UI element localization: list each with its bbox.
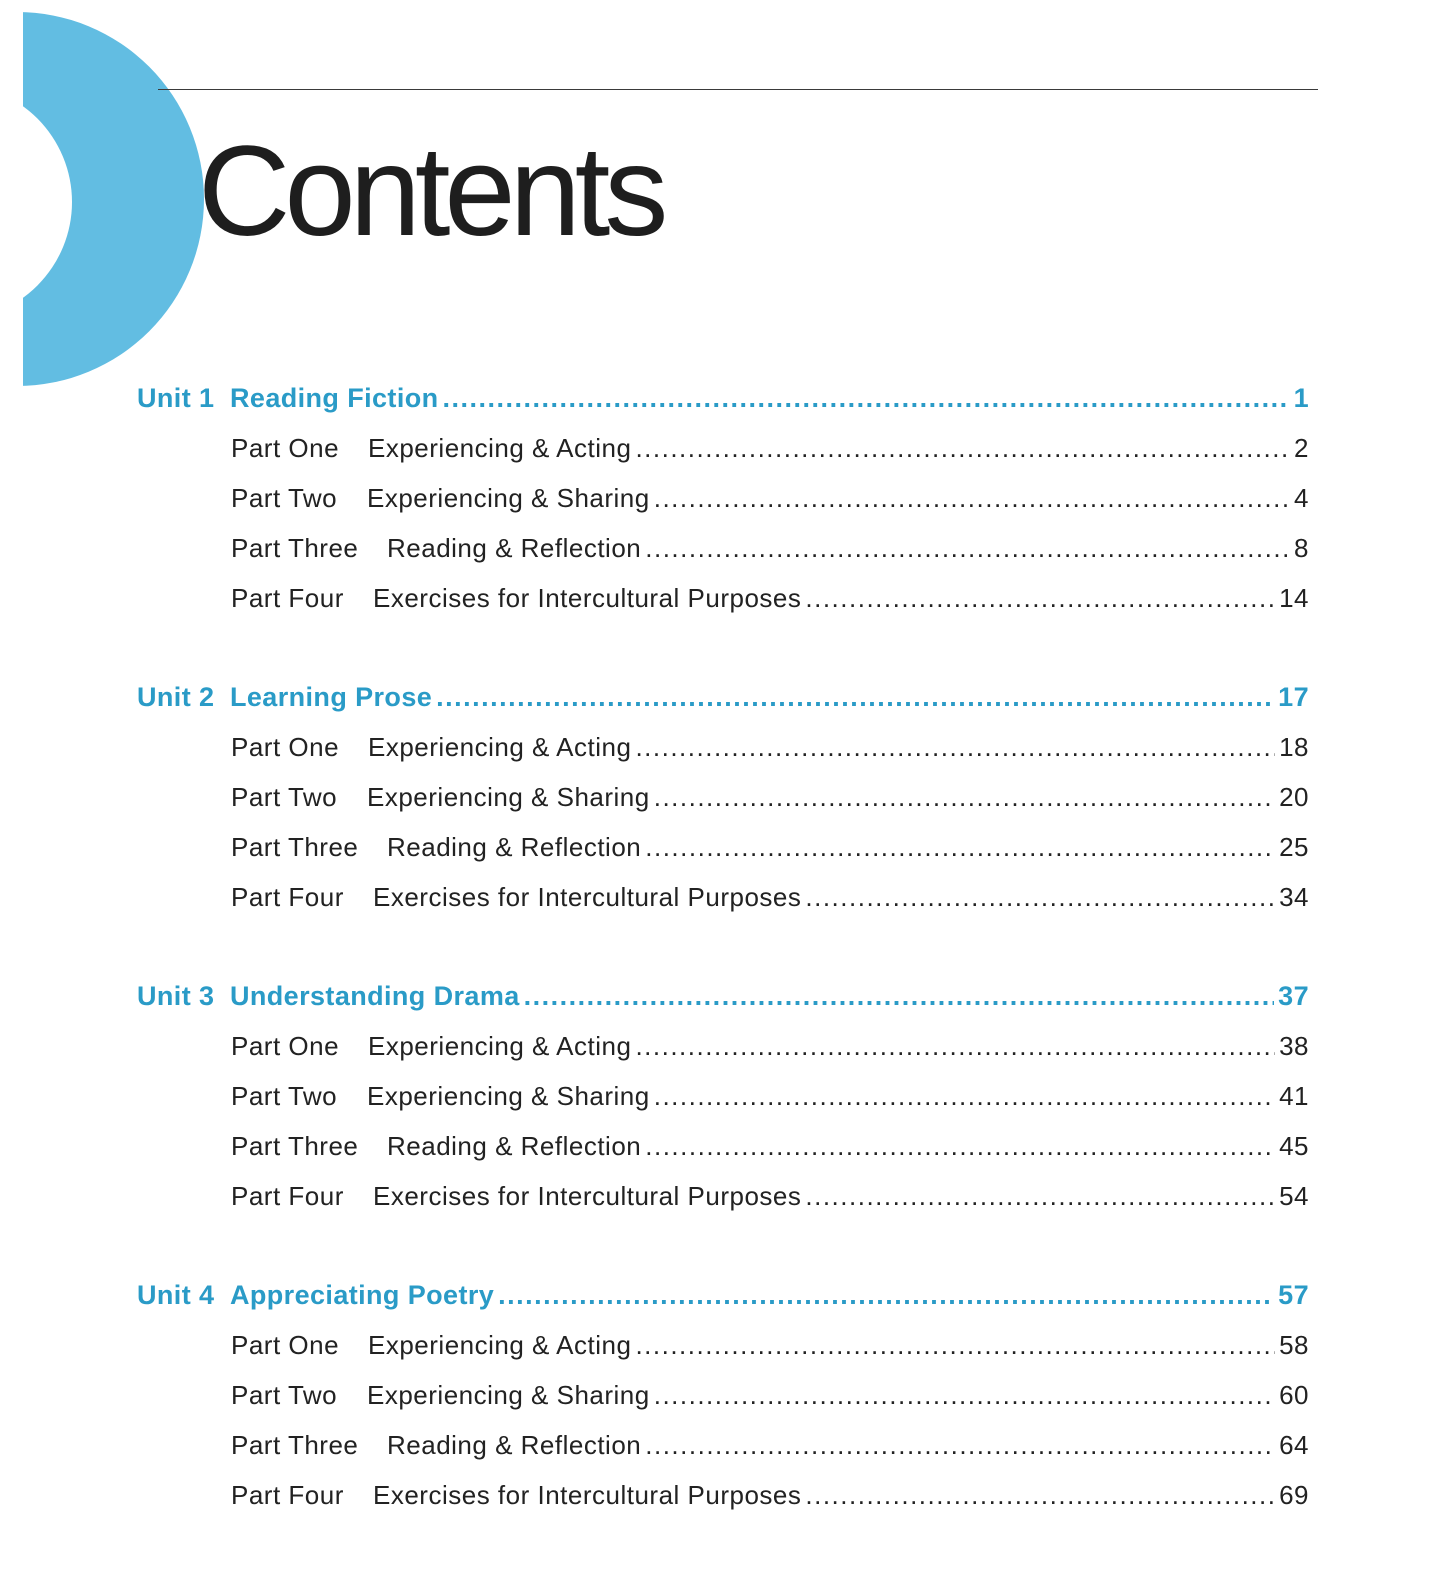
toc-part-entry[interactable] (231, 1430, 1309, 1466)
part-label: Part Four (231, 1181, 344, 1211)
part-page-number: 18 (1279, 732, 1309, 762)
toc-part-entry[interactable] (231, 1181, 1309, 1217)
part-label: Part Four (231, 882, 344, 912)
part-label: Part Three (231, 533, 359, 563)
dot-leader (805, 882, 1275, 913)
part-title: Experiencing & Sharing (367, 782, 650, 812)
part-label: Part Two (231, 1081, 338, 1111)
toc-part-entry[interactable] (231, 583, 1309, 619)
part-page-number: 41 (1279, 1081, 1309, 1111)
part-page-number: 25 (1279, 832, 1309, 862)
dot-leader (498, 1280, 1274, 1311)
part-page-number: 4 (1294, 483, 1309, 513)
dot-leader (654, 1380, 1275, 1411)
toc-part-entry[interactable] (231, 483, 1309, 519)
unit-title: Appreciating Poetry (230, 1280, 495, 1310)
toc-part-entry[interactable] (231, 832, 1309, 868)
part-title: Exercises for Intercultural Purposes (373, 1181, 802, 1211)
toc-part-entry[interactable] (231, 433, 1309, 469)
part-page-number: 60 (1279, 1380, 1309, 1410)
part-title: Reading & Reflection (387, 533, 642, 563)
part-title: Reading & Reflection (387, 1430, 642, 1460)
toc-part-entry[interactable] (231, 732, 1309, 768)
dot-leader (805, 583, 1275, 614)
dot-leader (654, 483, 1290, 514)
part-label: Part One (231, 433, 340, 463)
toc-unit-entry[interactable] (137, 682, 1309, 718)
part-label: Part One (231, 732, 340, 762)
unit-number: Unit 2 (137, 682, 215, 712)
part-page-number: 58 (1279, 1330, 1309, 1360)
unit-title: Understanding Drama (230, 981, 520, 1011)
dot-leader (436, 682, 1274, 713)
unit-title: Learning Prose (230, 682, 433, 712)
part-page-number: 38 (1279, 1031, 1309, 1061)
header-rule (158, 89, 1318, 90)
part-title: Exercises for Intercultural Purposes (373, 1480, 802, 1510)
part-page-number: 8 (1294, 533, 1309, 563)
dot-leader (805, 1480, 1275, 1511)
toc-unit-entry[interactable] (137, 981, 1309, 1017)
decorative-arc (0, 12, 204, 386)
part-title: Exercises for Intercultural Purposes (373, 583, 802, 613)
unit-title: Reading Fiction (230, 383, 439, 413)
unit-page-number: 57 (1278, 1280, 1309, 1310)
part-page-number: 64 (1279, 1430, 1309, 1460)
part-title: Experiencing & Sharing (367, 1380, 650, 1410)
toc-part-entry[interactable] (231, 1330, 1309, 1366)
dot-leader (645, 533, 1290, 564)
part-title: Experiencing & Acting (368, 1330, 632, 1360)
dot-leader (654, 782, 1275, 813)
dot-leader (635, 732, 1275, 763)
page-left-edge (0, 0, 23, 400)
part-page-number: 34 (1279, 882, 1309, 912)
dot-leader (654, 1081, 1275, 1112)
part-label: Part Two (231, 1380, 338, 1410)
part-label: Part Two (231, 782, 338, 812)
part-page-number: 54 (1279, 1181, 1309, 1211)
dot-leader (524, 981, 1275, 1012)
part-label: Part Three (231, 832, 359, 862)
unit-number: Unit 3 (137, 981, 215, 1011)
part-label: Part Four (231, 583, 344, 613)
dot-leader (635, 1031, 1275, 1062)
part-page-number: 2 (1294, 433, 1309, 463)
dot-leader (645, 1131, 1275, 1162)
unit-page-number: 37 (1278, 981, 1309, 1011)
part-label: Part Two (231, 483, 338, 513)
toc-part-entry[interactable] (231, 533, 1309, 569)
unit-page-number: 17 (1278, 682, 1309, 712)
dot-leader (635, 433, 1290, 464)
part-page-number: 14 (1279, 583, 1309, 613)
part-page-number: 69 (1279, 1480, 1309, 1510)
dot-leader (805, 1181, 1275, 1212)
toc-part-entry[interactable] (231, 1131, 1309, 1167)
toc-part-entry[interactable] (231, 1081, 1309, 1117)
toc-part-entry[interactable] (231, 1480, 1309, 1516)
dot-leader (645, 1430, 1275, 1461)
toc-part-entry[interactable] (231, 1031, 1309, 1067)
part-title: Experiencing & Acting (368, 433, 632, 463)
part-title: Experiencing & Acting (368, 732, 632, 762)
page-title: Contents (198, 120, 663, 263)
dot-leader (635, 1330, 1275, 1361)
unit-number: Unit 1 (137, 383, 215, 413)
part-title: Experiencing & Acting (368, 1031, 632, 1061)
unit-number: Unit 4 (137, 1280, 215, 1310)
toc-unit-entry[interactable] (137, 1280, 1309, 1316)
part-title: Experiencing & Sharing (367, 1081, 650, 1111)
part-label: Part One (231, 1031, 340, 1061)
unit-page-number: 1 (1293, 383, 1309, 413)
part-label: Part Three (231, 1131, 359, 1161)
dot-leader (443, 383, 1290, 414)
toc-part-entry[interactable] (231, 782, 1309, 818)
toc-unit-entry[interactable] (137, 383, 1309, 419)
part-title: Reading & Reflection (387, 832, 642, 862)
part-page-number: 45 (1279, 1131, 1309, 1161)
part-title: Experiencing & Sharing (367, 483, 650, 513)
toc-part-entry[interactable] (231, 882, 1309, 918)
part-page-number: 20 (1279, 782, 1309, 812)
toc-part-entry[interactable] (231, 1380, 1309, 1416)
part-label: Part Four (231, 1480, 344, 1510)
part-label: Part One (231, 1330, 340, 1360)
dot-leader (645, 832, 1275, 863)
part-title: Reading & Reflection (387, 1131, 642, 1161)
part-title: Exercises for Intercultural Purposes (373, 882, 802, 912)
part-label: Part Three (231, 1430, 359, 1460)
